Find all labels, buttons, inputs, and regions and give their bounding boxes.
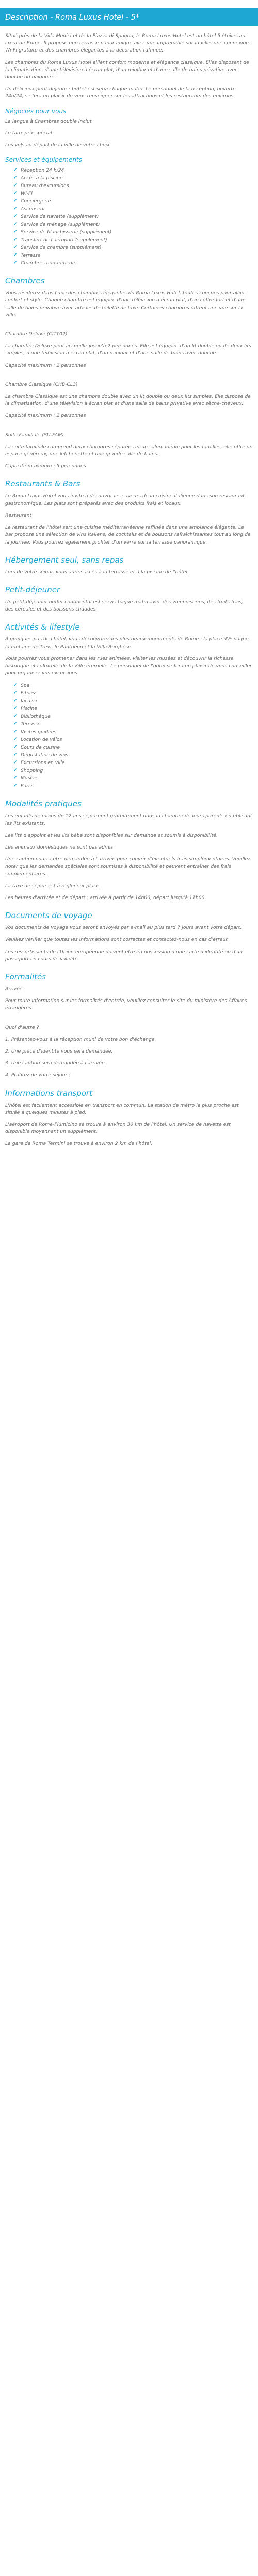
room-type-description: La suite familiale comprend deux chambres séparées et un salon. Idéale pour les familles, elle offre un espace généreux, une kitchenette et une grande salle de bains. bbox=[5, 444, 253, 457]
services-item: ✔ Conciergerie bbox=[13, 198, 51, 205]
check-icon: ✔ bbox=[13, 690, 18, 696]
activities-item: ✔ Spa bbox=[13, 683, 30, 689]
services-item: ✔ Wi-Fi bbox=[13, 191, 33, 197]
check-icon: ✔ bbox=[13, 191, 18, 196]
activities-heading: Activités & lifestyle bbox=[5, 622, 80, 632]
page bbox=[0, 0, 258, 1165]
transport-paragraph: La gare de Roma Termini se trouve à environ 2 km de l'hôtel. bbox=[5, 1141, 153, 1147]
room-type-name: Chambre Deluxe (CITY02) bbox=[5, 331, 68, 337]
services-item: ✔ Bureau d'excursions bbox=[13, 183, 69, 189]
check-icon: ✔ bbox=[13, 183, 18, 189]
formalities-paragraph: Pour toute information sur les formalités d'entrée, veuillez consulter le site du ministère des Affaires étrangères. bbox=[5, 998, 247, 1011]
negotiated-line-3: Les vols au départ de la ville de votre choix bbox=[5, 142, 110, 148]
check-icon: ✔ bbox=[13, 252, 18, 258]
room-capacity: Capacité maximum : 2 personnes bbox=[5, 362, 86, 368]
check-icon: ✔ bbox=[13, 198, 18, 204]
room-type-name: Suite Familiale (SU-FAM) bbox=[5, 432, 64, 438]
activities-item: ✔ Piscine bbox=[13, 706, 37, 712]
check-icon: ✔ bbox=[13, 775, 18, 781]
conditions-paragraph: Les heures d'arrivée et de départ : arrivée à partir de 14h00, départ jusqu'à 11h00. bbox=[5, 894, 206, 901]
check-icon: ✔ bbox=[13, 229, 18, 235]
services-item: ✔ Transfert de l'aéroport (supplément) bbox=[13, 237, 107, 243]
check-icon: ✔ bbox=[13, 752, 18, 758]
formalities-step: 4. Profitez de votre séjour ! bbox=[5, 1072, 71, 1078]
services-item: ✔ Service de blanchisserie (supplément) bbox=[13, 229, 112, 235]
breakfast-heading: Petit-déjeuner bbox=[5, 585, 60, 595]
check-icon: ✔ bbox=[13, 744, 18, 750]
restaurants-heading: Restaurants & Bars bbox=[5, 479, 80, 489]
services-item: ✔ Service de ménage (supplément) bbox=[13, 222, 100, 228]
negotiated-line-2: Le taux prix spécial bbox=[5, 130, 52, 136]
accommodation-text: Lors de votre séjour, vous aurez accès à la terrasse et à la piscine de l'hôtel. bbox=[5, 569, 189, 575]
activities-item: ✔ Parcs bbox=[13, 783, 34, 789]
activities-item: ✔ Excursions en ville bbox=[13, 760, 65, 766]
check-icon: ✔ bbox=[13, 683, 18, 688]
activities-item: ✔ Dégustation de vins bbox=[13, 752, 68, 758]
formalities-label: Arrivée bbox=[5, 986, 23, 992]
intro-paragraph-3: Un délicieux petit-déjeuner buffet est servi chaque matin. Le personnel de la réception, ouverte 24h/24, se fera un plaisir de vous renseigner sur les attractions et les restaurants des environs. bbox=[5, 86, 236, 99]
check-icon: ✔ bbox=[13, 714, 18, 719]
check-icon: ✔ bbox=[13, 698, 18, 704]
transport-heading: Informations transport bbox=[5, 1088, 92, 1098]
check-icon: ✔ bbox=[13, 214, 18, 219]
room-type-description: La chambre Deluxe peut accueillir jusqu'à 2 personnes. Elle est équipée d'un lit double ou de deux lits simples, d'une télévision à écran plat, d'un minibar et d'une salle de bains avec douche. bbox=[5, 343, 251, 357]
services-item: ✔ Terrasse bbox=[13, 252, 41, 259]
activities-item: ✔ Location de vélos bbox=[13, 737, 62, 743]
check-icon: ✔ bbox=[13, 237, 18, 243]
activities-item: ✔ Bibliothèque bbox=[13, 714, 51, 720]
check-icon: ✔ bbox=[13, 245, 18, 250]
activities-paragraph-2: Vous pourrez vous promener dans les rues animées, visiter les musées et découvrir la richesse historique et culturelle de la Ville éternelle. Le personnel de l'hôtel se fera un plaisir de vous conseiller pour organiser vos excursions. bbox=[5, 655, 252, 676]
activities-item: ✔ Shopping bbox=[13, 768, 43, 774]
services-item: ✔ Chambres non-fumeurs bbox=[13, 260, 77, 266]
restaurants-intro: Le Roma Luxus Hotel vous invite à découvrir les saveurs de la cuisine italienne dans son restaurant gastronomique. Les plats sont préparés avec des produits frais et locaux. bbox=[5, 493, 245, 506]
intro-paragraph-2: Les chambres du Roma Luxus Hotel allient confort moderne et élégance classique. Elles disposent de la climatisation, d'une télévision à écran plat, d'un minibar et d'une salle de bains privative avec douche ou baignoire. bbox=[5, 59, 249, 80]
negotiated-line-1: La langue à Chambres double inclut bbox=[5, 118, 92, 124]
conditions-paragraph: Les animaux domestiques ne sont pas admis. bbox=[5, 844, 115, 850]
restaurant-description: Le restaurant de l'hôtel sert une cuisine méditerranéenne raffinée dans une ambiance élégante. Le bar propose une sélection de vins italiens, de cocktails et de boissons rafraîchissantes tout au long de la journée. Vous pourrez également profiter d'un verre sur la terrasse panoramique. bbox=[5, 524, 251, 545]
check-icon: ✔ bbox=[13, 721, 18, 727]
services-item: ✔ Service de navette (supplément) bbox=[13, 214, 99, 220]
services-list bbox=[5, 166, 253, 267]
documents-heading: Documents de voyage bbox=[5, 911, 92, 921]
conditions-paragraph: Les enfants de moins de 12 ans séjournent gratuitement dans la chambre de leurs parents en utilisant les lits existants. bbox=[5, 813, 252, 826]
formalities-subtitle: Quoi d'autre ? bbox=[5, 1024, 39, 1030]
conditions-paragraph: Les lits d'appoint et les lits bébé sont disponibles sur demande et soumis à disponibilité. bbox=[5, 832, 218, 838]
transport-paragraph: L'aéroport de Rome-Fiumicino se trouve à environ 30 km de l'hôtel. Un service de navette est disponible moyennant un supplément. bbox=[5, 1122, 231, 1135]
check-icon: ✔ bbox=[13, 706, 18, 711]
activities-item: ✔ Musées bbox=[13, 775, 39, 782]
formalities-step: 1. Présentez-vous à la réception muni de votre bon d'échange. bbox=[5, 1036, 156, 1042]
check-icon: ✔ bbox=[13, 768, 18, 773]
check-icon: ✔ bbox=[13, 729, 18, 735]
accommodation-heading: Hébergement seul, sans repas bbox=[5, 555, 124, 565]
check-icon: ✔ bbox=[13, 760, 18, 766]
main-content bbox=[0, 32, 258, 1148]
services-item: ✔ Service de chambre (supplément) bbox=[13, 245, 102, 251]
activities-item: ✔ Fitness bbox=[13, 690, 38, 697]
intro-paragraph-1: Situé près de la Villa Medici et de la Piazza di Spagna, le Roma Luxus Hotel est un hôtel 5 étoiles au cœur de Rome. Il propose une terrasse panoramique avec vue imprenable sur la ville, une connexion Wi-Fi gratuite et des chambres élégantes à la décoration raffinée. bbox=[5, 33, 249, 54]
formalities-step: 2. Une pièce d'identité vous sera demandée. bbox=[5, 1048, 113, 1054]
conditions-paragraph: La taxe de séjour est à régler sur place. bbox=[5, 883, 101, 889]
breakfast-text: Un petit-déjeuner buffet continental est servi chaque matin avec des viennoiseries, des fruits frais, des céréales et des boissons chaudes. bbox=[5, 599, 244, 613]
conditions-paragraph: Une caution pourra être demandée à l'arrivée pour couvrir d'éventuels frais supplémentaires. Veuillez noter que les demandes spéciales sont soumises à disponibilité et peuvent entraîner des frais supplémentaires. bbox=[5, 856, 251, 877]
check-icon: ✔ bbox=[13, 260, 18, 266]
restaurant-subheading: Restaurant bbox=[5, 512, 32, 518]
page-title: Description - Roma Luxus Hotel - 5* bbox=[0, 8, 258, 26]
documents-paragraph: Vos documents de voyage vous seront envoyés par e-mail au plus tard 7 jours avant votre départ. bbox=[5, 925, 242, 931]
room-type-name: Chambre Classique (CHB-CL3) bbox=[5, 381, 78, 387]
check-icon: ✔ bbox=[13, 737, 18, 742]
documents-paragraph: Les ressortissants de l'Union européenne doivent être en possession d'une carte d'identité ou d'un passeport en cours de validité. bbox=[5, 948, 243, 962]
services-item: ✔ Ascenseur bbox=[13, 206, 45, 212]
room-capacity: Capacité maximum : 2 personnes bbox=[5, 413, 86, 419]
transport-paragraph: L'hôtel est facilement accessible en transport en commun. La station de métro la plus proche est située à quelques minutes à pied. bbox=[5, 1102, 239, 1115]
activities-paragraph-1: À quelques pas de l'hôtel, vous découvrirez les plus beaux monuments de Rome : la place d'Espagne, la fontaine de Trevi, le Panthéon et la Villa Borghèse. bbox=[5, 636, 250, 650]
activities-item: ✔ Cours de cuisine bbox=[13, 744, 60, 751]
rooms-intro: Vous résiderez dans l'une des chambres élégantes du Roma Luxus Hotel, toutes conçues pour allier confort et style. Chaque chambre est équipée d'une télévision à écran plat, d'un coffre-fort et d'une salle de bains privative avec articles de toilette de luxe. Certaines chambres offrent une vue sur la ville. bbox=[5, 290, 246, 318]
documents-paragraph: Veuillez vérifier que toutes les informations sont correctes et contactez-nous en cas d'erreur. bbox=[5, 937, 229, 943]
activities-item: ✔ Visites guidées bbox=[13, 729, 57, 735]
room-type-description: La chambre Classique est une chambre double avec un lit double ou deux lits simples. Elle dispose de la climatisation, d'une télévision à écran plat et d'une salle de bains privative avec sèche-cheveux. bbox=[5, 394, 251, 407]
services-item: ✔ Réception 24 h/24 bbox=[13, 167, 64, 174]
check-icon: ✔ bbox=[13, 783, 18, 789]
negotiated-heading: Négociés pour vous bbox=[5, 107, 67, 115]
check-icon: ✔ bbox=[13, 167, 18, 173]
formalities-step: 3. Une caution sera demandée à l'arrivée. bbox=[5, 1060, 106, 1066]
services-heading: Services et équipements bbox=[5, 156, 82, 164]
check-icon: ✔ bbox=[13, 206, 18, 212]
activities-item: ✔ Jacuzzi bbox=[13, 698, 37, 704]
check-icon: ✔ bbox=[13, 222, 18, 227]
conditions-heading: Modalités pratiques bbox=[5, 799, 82, 809]
room-capacity: Capacité maximum : 5 personnes bbox=[5, 463, 86, 469]
services-item: ✔ Accès à la piscine bbox=[13, 175, 63, 181]
formalities-heading: Formalités bbox=[5, 972, 46, 981]
check-icon: ✔ bbox=[13, 175, 18, 181]
rooms-heading: Chambres bbox=[5, 276, 45, 286]
activities-item: ✔ Terrasse bbox=[13, 721, 41, 727]
activities-list bbox=[5, 682, 253, 790]
